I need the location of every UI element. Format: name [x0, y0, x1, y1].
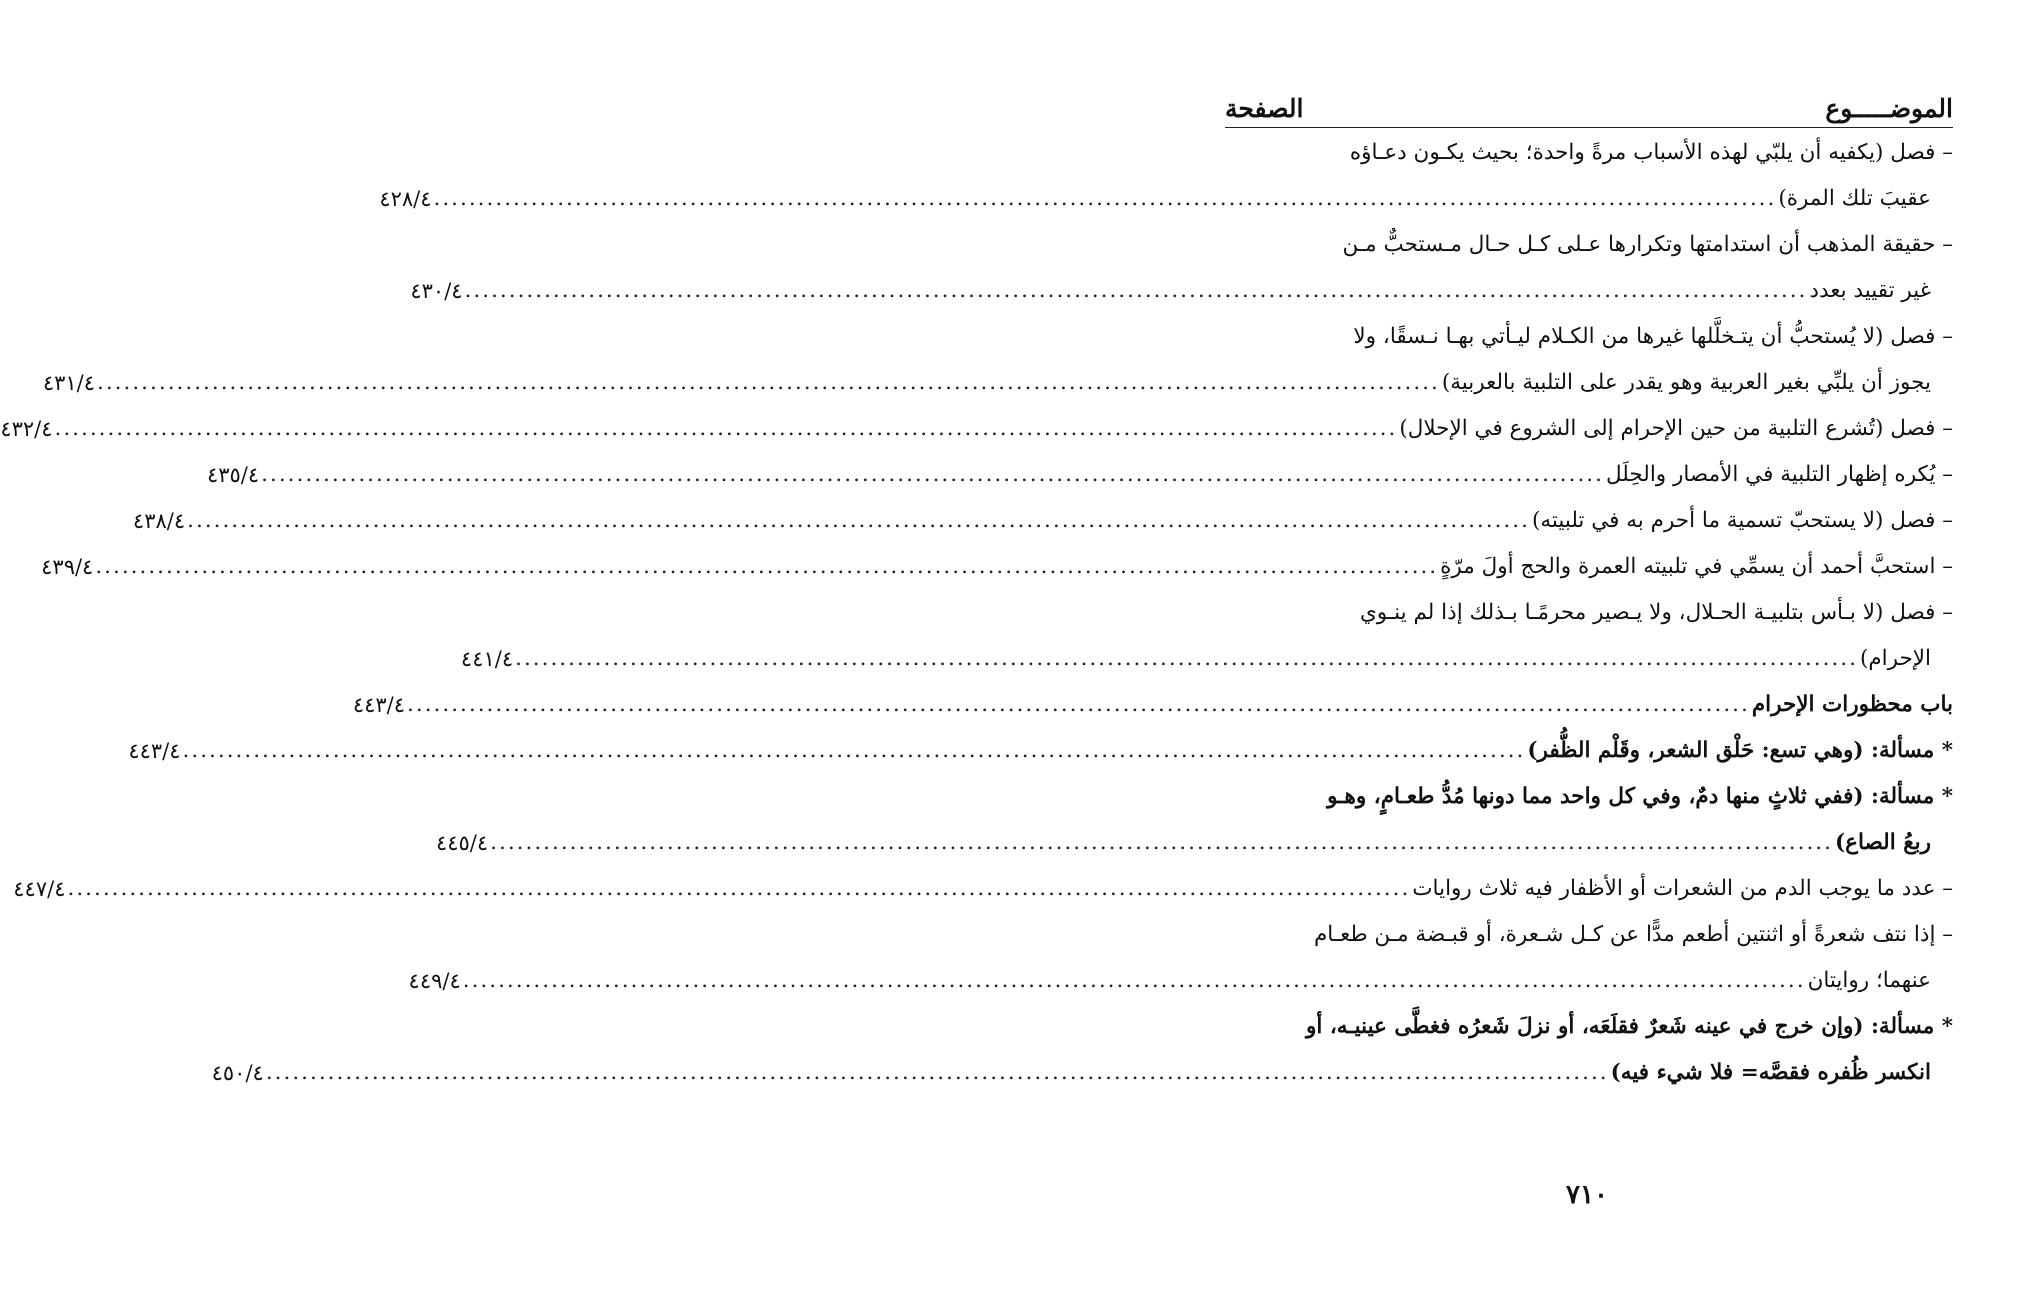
- toc-entry-text: – حقيقة المذهب أن استدامتها وتكرارها عـلى كـل حـال مـستحبٌّ مـن: [1342, 232, 1953, 257]
- toc-leader-dots: [259, 452, 1606, 498]
- toc-entry-page: ٤٤١/٤: [460, 647, 514, 671]
- toc-entry-page: ٤٤٧/٤: [13, 877, 66, 901]
- toc-entry-line: [435, 820, 1953, 866]
- toc-entry-text: عنهما؛ روايتان: [1807, 968, 1931, 993]
- toc-entry-text: – استحبَّ أحمد أن يسمِّي في تلبيته العمرة والحج أولَ مرّةٍ: [1440, 554, 1953, 579]
- toc-entry-page: ٤٣٨/٤: [132, 509, 186, 533]
- toc-entry-text: باب محظورات الإحرام: [1751, 692, 1953, 717]
- toc-entry-text: * مسألة: (ففي ثلاثٍ منها دمٌ، وفي كل واحد مما دونها مُدُّ طعـامٍ، وهـو: [1327, 784, 1953, 809]
- toc-leader-dots: [264, 1050, 1611, 1096]
- toc-entry-text: – يُكره إظهار التلبية في الأمصار والحِلَل: [1605, 462, 1953, 487]
- toc-entry-page: ٤٤٣/٤: [352, 693, 406, 717]
- toc-entry-text: * مسألة: (وإن خرج في عينه شَعرٌ فقلَعَه، أو نزلَ شَعرُه فغطَّى عينيـه، أو: [1305, 1014, 1953, 1039]
- toc-entry-page: ٤٣٢/٤: [0, 417, 53, 441]
- toc-entry-page: ٤٤٩/٤: [408, 969, 461, 993]
- toc-entry-line: [211, 1050, 1953, 1096]
- toc-entry-text: – عدد ما يوجب الدم من الشعرات أو الأظفار فيه ثلاث روايات: [1412, 876, 1953, 901]
- toc-entry-text: يجوز أن يلبِّي بغير العربية وهو يقدر على التلبية بالعربية): [1441, 370, 1931, 395]
- toc-entry-text: عقيبَ تلك المرة): [1778, 186, 1931, 211]
- toc-entry-text: – فصل (تُشرع التلبية من حين الإحرام إلى الشروع في الإحلال): [1399, 416, 1953, 441]
- toc-entry-line: [410, 268, 1953, 314]
- toc-entry-text: – فصل (لا يُستحبُّ أن يتـخلَّلها غيرها من الكـلام ليـأتي بهـا نـسقًا، ولا: [1353, 324, 1953, 349]
- toc-entry-page: ٤٢٨/٤: [379, 187, 432, 211]
- toc-leader-dots: [432, 176, 1779, 222]
- toc-entry-line: [41, 544, 1953, 590]
- page-number: ٧١٠: [1566, 1180, 1608, 1210]
- toc-entry-line: [1225, 130, 1953, 176]
- toc-leader-dots: [185, 498, 1532, 544]
- toc-leader-dots: [53, 406, 1400, 452]
- toc-entry-text: الإحرام): [1859, 646, 1931, 671]
- toc-entry-line: [352, 682, 1953, 728]
- header-topic: الموضـــــوع: [1825, 94, 1953, 123]
- toc-entry-line: [379, 176, 1953, 222]
- toc-entry-line: [206, 452, 1953, 498]
- toc-entry-text: * مسألة: (وهي تسع: حَلْق الشعر، وقَلْم الظُّفر): [1527, 738, 1953, 763]
- toc-entry-line: [128, 728, 1953, 774]
- toc-entry-page: ٤٤٣/٤: [128, 739, 181, 763]
- toc-entry-line: [13, 866, 1953, 912]
- toc-entry-text: – إذا نتف شعرةً أو اثنتين أطعم مدًّا عن كـل شـعرة، أو قبـضة مـن طعـام: [1313, 922, 1953, 947]
- toc-leader-dots: [93, 544, 1440, 590]
- toc-entry-line: [42, 360, 1953, 406]
- toc-entry-line: [1225, 912, 1953, 958]
- toc-entry-text: – فصل (لا بـأس بتلبيـة الحـلال، ولا يـصير محرمًـا بـذلك إذا لم ينـوي: [1359, 600, 1953, 625]
- toc-entry-text: انكسر ظُفره فقصَّه= فلا شيء فيه): [1610, 1060, 1931, 1085]
- toc-entry-line: [1225, 774, 1953, 820]
- toc-leader-dots: [461, 958, 1808, 1004]
- toc-entry-line: [1225, 314, 1953, 360]
- toc-entry-text: – فصل (يكفيه أن يلبّي لهذه الأسباب مرةً واحدة؛ بحيث يكـون دعـاؤه: [1349, 140, 1953, 165]
- toc-leader-dots: [488, 820, 1835, 866]
- toc-leader-dots: [405, 682, 1752, 728]
- toc-leader-dots: [65, 866, 1412, 912]
- toc-leader-dots: [513, 636, 1860, 682]
- toc-entry-page: ٤٣١/٤: [42, 371, 96, 395]
- page-header: [1225, 78, 1953, 128]
- table-of-contents: [0, 130, 1953, 1096]
- toc-leader-dots: [95, 360, 1442, 406]
- toc-entry-page: ٤٣٩/٤: [41, 555, 94, 579]
- toc-entry-line: [132, 498, 1953, 544]
- toc-entry-page: ٤٣٠/٤: [410, 279, 463, 303]
- toc-entry-line: [1225, 1004, 1953, 1050]
- toc-entry-page: ٤٣٥/٤: [206, 463, 260, 487]
- header-page: الصفحة: [1225, 94, 1304, 123]
- toc-leader-dots: [181, 728, 1528, 774]
- toc-entry-line: [1225, 590, 1953, 636]
- toc-entry-page: ٤٥٠/٤: [211, 1061, 264, 1085]
- toc-entry-line: [408, 958, 1953, 1004]
- toc-entry-text: – فصل (لا يستحبّ تسمية ما أحرم به في تلبيته): [1531, 508, 1953, 533]
- toc-entry-line: [1225, 222, 1953, 268]
- toc-entry-text: ربعُ الصاع): [1834, 830, 1931, 855]
- toc-entry-line: [460, 636, 1953, 682]
- toc-entry-line: [0, 406, 1953, 452]
- toc-entry-text: غير تقييد بعدد: [1809, 278, 1931, 303]
- toc-leader-dots: [463, 268, 1810, 314]
- toc-entry-page: ٤٤٥/٤: [435, 831, 489, 855]
